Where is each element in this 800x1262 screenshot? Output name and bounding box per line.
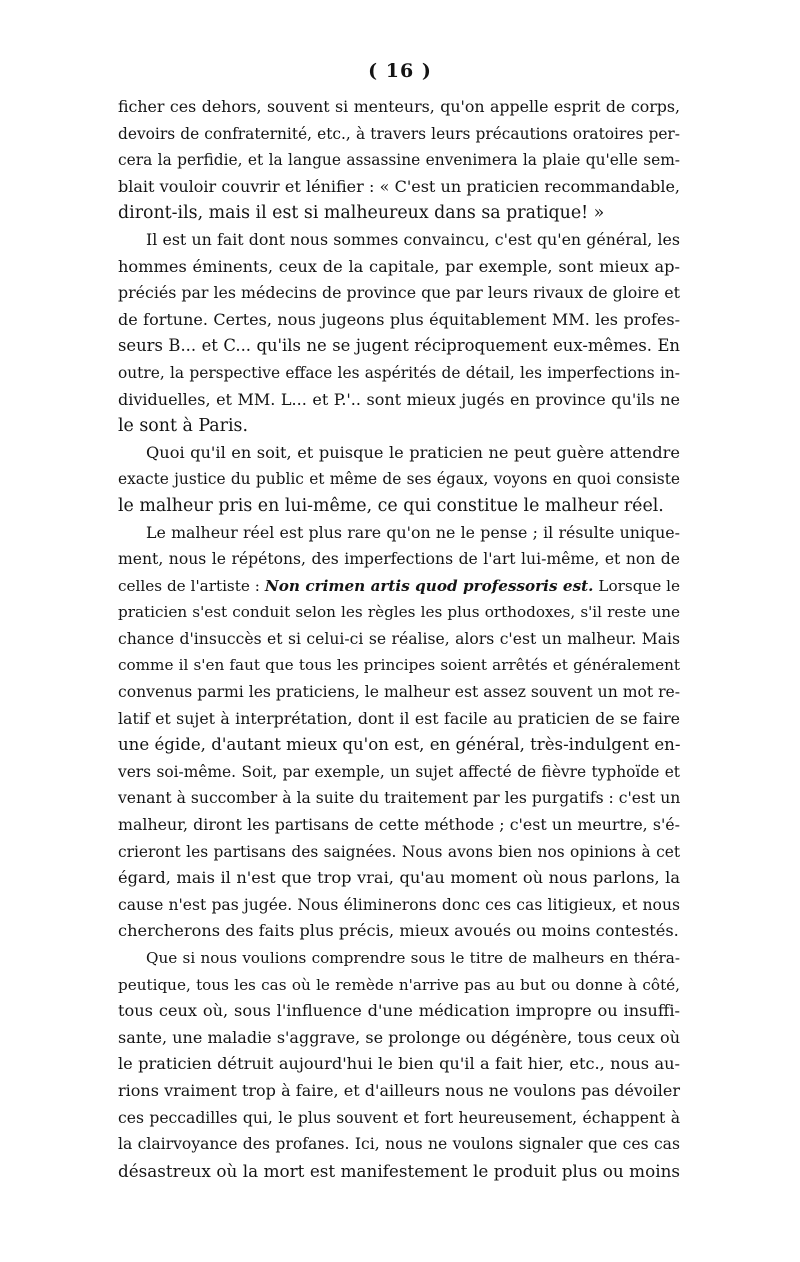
text-line: ces peccadilles qui, le plus souvent et fort heureusement, échappent à [118, 1108, 680, 1127]
text-line: préciés par les médecins de province que par leurs rivaux de gloire et [118, 283, 680, 303]
text-line: praticien s'est conduit selon les règles les plus orthodoxes, s'il reste une [118, 603, 680, 622]
page-number: ( 16 ) [368, 60, 432, 82]
text-line: hommes éminents, ceux de la capitale, par exemple, sont mieux ap- [118, 256, 680, 276]
text-line: chercherons des faits plus précis, mieux avoués ou moins contestés. [118, 921, 679, 941]
body-text [118, 94, 680, 1184]
text-segment: Lorsque le [593, 576, 681, 595]
text-line: exacte justice du public et même de ses égaux, voyons en quoi consiste [118, 470, 680, 489]
text-line: comme il s'en faut que tous les principes soient arrêtés et généralement [118, 656, 680, 675]
text-line: blait vouloir couvrir et lénifier : « C'est un praticien recommandable, [118, 176, 680, 196]
text-line: malheur, diront les partisans de cette méthode ; c'est un meurtre, s'é- [118, 815, 680, 835]
text-line: le praticien détruit aujourd'hui le bien qu'il a fait hier, etc., nous au- [118, 1054, 680, 1074]
text-line: tous ceux où, sous l'influence d'une médication impropre ou insuffi- [118, 1001, 680, 1021]
text-line: crieront les partisans des saignées. Nous avons bien nos opinions à cet [118, 842, 680, 861]
text-line: diront-ils, mais il est si malheureux dans sa pratique! » [118, 203, 605, 224]
text-line: la clairvoyance des profanes. Ici, nous ne voulons signaler que ces cas [118, 1135, 680, 1154]
text-line: Il est un fait dont nous sommes convaincu, c'est qu'en général, les [146, 229, 680, 249]
text-line: vers soi-même. Soit, par exemple, un sujet affecté de fièvre typhoïde et [118, 762, 680, 781]
text-line: le malheur pris en lui-même, ce qui constitue le malheur réel. [118, 495, 664, 516]
text-line: une égide, d'autant mieux qu'on est, en général, très-indulgent en- [118, 735, 681, 755]
text-line: cause n'est pas jugée. Nous éliminerons donc ces cas litigieux, et nous [118, 895, 680, 914]
text-line: dividuelles, et MM. L... et P.'.. sont mieux jugés en province qu'ils ne [118, 389, 680, 409]
text-line: Quoi qu'il en soit, et puisque le praticien ne peut guère attendre [146, 442, 680, 462]
text-segment: celles de l'artiste : [118, 576, 265, 595]
text-line: égard, mais il n'est que trop vrai, qu'au moment où nous parlons, la [118, 868, 680, 888]
text-line: latif et sujet à interprétation, dont il est facile au praticien de se faire [118, 708, 680, 728]
text-line: devoirs de confraternité, etc., à travers leurs précautions oratoires per- [118, 124, 680, 143]
text-line: cera la perfidie, et la langue assassine envenimera la plaie qu'elle sem- [118, 151, 680, 170]
text-line: rions vraiment trop à faire, et d'ailleurs nous ne voulons pas dévoiler [118, 1080, 680, 1100]
text-line: outre, la perspective efface les aspérités de détail, les imperfections in- [118, 363, 680, 382]
text-line [118, 573, 680, 600]
text-line: ficher ces dehors, souvent si menteurs, qu'on appelle esprit de corps, [118, 97, 680, 116]
text-line: Que si nous voulions comprendre sous le titre de malheurs en théra- [146, 949, 680, 967]
text-line: de fortune. Certes, nous jugeons plus équitablement MM. les profes- [118, 309, 680, 329]
text-line: sante, une maladie s'aggrave, se prolonge ou dégénère, tous ceux où [118, 1027, 680, 1047]
text-line: désastreux où la mort est manifestement le produit plus ou moins [118, 1160, 680, 1181]
latin-quotation: Non crimen artis quod professoris est. [264, 576, 594, 595]
text-line: ment, nous le répétons, des imperfections de l'art lui-même, et non de [118, 550, 680, 569]
text-line: le sont à Paris. [118, 416, 249, 437]
text-line: chance d'insuccès et si celui-ci se réalise, alors c'est un malheur. Mais [118, 629, 680, 648]
text-line: venant à succomber à la suite du traitement par les purgatifs : c'est un [118, 789, 681, 808]
text-line: Le malheur réel est plus rare qu'on ne le pense ; il résulte unique- [146, 522, 680, 542]
text-line: convenus parmi les praticiens, le malheur est assez souvent un mot re- [118, 683, 681, 702]
text-line: peutique, tous les cas où le remède n'arrive pas au but ou donne à côté, [118, 975, 680, 994]
text-line: seurs B... et C... qu'ils ne se jugent réciproquement eux-mêmes. En [118, 336, 680, 356]
